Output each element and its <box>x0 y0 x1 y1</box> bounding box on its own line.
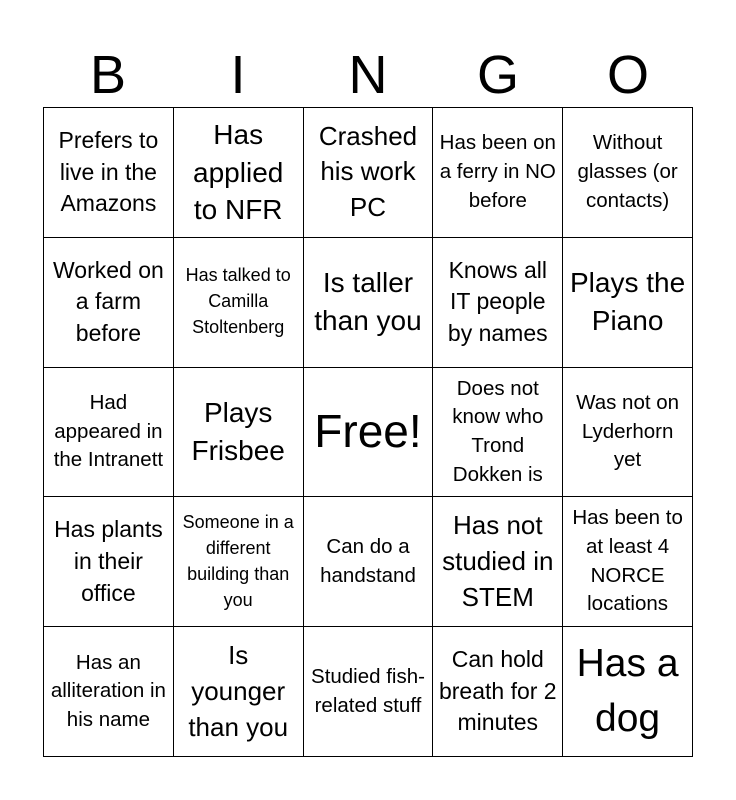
cell-text: Prefers to live in the Amazons <box>58 126 159 217</box>
bingo-cell[interactable] <box>563 368 693 498</box>
bingo-cell[interactable] <box>563 497 693 627</box>
bingo-cell[interactable] <box>44 627 174 757</box>
cell-text: Studied fish-related stuff <box>311 664 425 717</box>
bingo-cell[interactable] <box>174 497 304 627</box>
cell-text: Has a dog <box>576 642 679 740</box>
cell-text: Has applied to NFR <box>193 118 284 226</box>
cell-text: Can hold breath for 2 minutes <box>438 645 557 736</box>
bingo-cell[interactable] <box>563 238 693 368</box>
header-letter-g: G <box>476 45 519 105</box>
bingo-cell[interactable] <box>433 627 563 757</box>
cell-text: Worked on a farm before <box>52 256 164 347</box>
cell-text: Knows all IT people by names <box>447 256 548 347</box>
cell-text: Has plants in their office <box>54 516 163 606</box>
free-space-label: Free! <box>314 405 422 458</box>
cell-text: Has talked to Camilla Stoltenberg <box>185 265 291 338</box>
bingo-cell[interactable] <box>174 108 304 238</box>
header-letter-i: I <box>230 45 246 105</box>
bingo-cell[interactable] <box>304 108 434 238</box>
cell-text: Has not studied in STEM <box>442 509 554 612</box>
bingo-cell[interactable] <box>174 627 304 757</box>
bingo-cell[interactable] <box>433 497 563 627</box>
bingo-cell free-space[interactable] <box>304 368 434 498</box>
cell-text: Can do a handstand <box>320 535 416 587</box>
header-letter-n: N <box>348 45 388 105</box>
cell-text: Crashed his work PC <box>318 120 418 223</box>
cell-text: Without glasses (or contacts) <box>577 131 678 212</box>
bingo-cell[interactable] <box>433 238 563 368</box>
cell-text: Has an alliteration in his name <box>50 650 166 731</box>
cell-text: Is younger than you <box>188 639 289 742</box>
bingo-cell[interactable] <box>304 238 434 368</box>
bingo-header <box>43 44 693 106</box>
bingo-cell[interactable] <box>44 497 174 627</box>
bingo-cell[interactable] <box>44 108 174 238</box>
bingo-cell[interactable] <box>174 238 304 368</box>
cell-text: Plays Frisbee <box>191 397 285 466</box>
header-letter-o: O <box>606 45 649 105</box>
cell-text: Had appeared in the Intranett <box>53 390 164 472</box>
cell-text: Someone in a different building than you <box>182 511 294 610</box>
cell-text: Was not on Lyderhorn yet <box>576 390 680 472</box>
bingo-cell[interactable] <box>304 627 434 757</box>
bingo-cell[interactable] <box>563 108 693 238</box>
cell-text: Has been to at least 4 NORCE locations <box>572 506 683 616</box>
bingo-cell[interactable] <box>433 368 563 498</box>
cell-text: Does not know who Trond Dokken is <box>452 376 544 486</box>
bingo-cell[interactable] <box>174 368 304 498</box>
bingo-cell[interactable] <box>44 238 174 368</box>
bingo-board <box>43 107 693 757</box>
bingo-cell[interactable] <box>433 108 563 238</box>
cell-text: Is taller than you <box>314 267 422 337</box>
cell-text: Plays the Piano <box>570 267 686 337</box>
bingo-cell[interactable] <box>563 627 693 757</box>
bingo-cell[interactable] <box>44 368 174 498</box>
bingo-cell[interactable] <box>304 497 434 627</box>
cell-text: Has been on a ferry in NO before <box>439 131 556 212</box>
header-letter-b: B <box>89 45 127 105</box>
